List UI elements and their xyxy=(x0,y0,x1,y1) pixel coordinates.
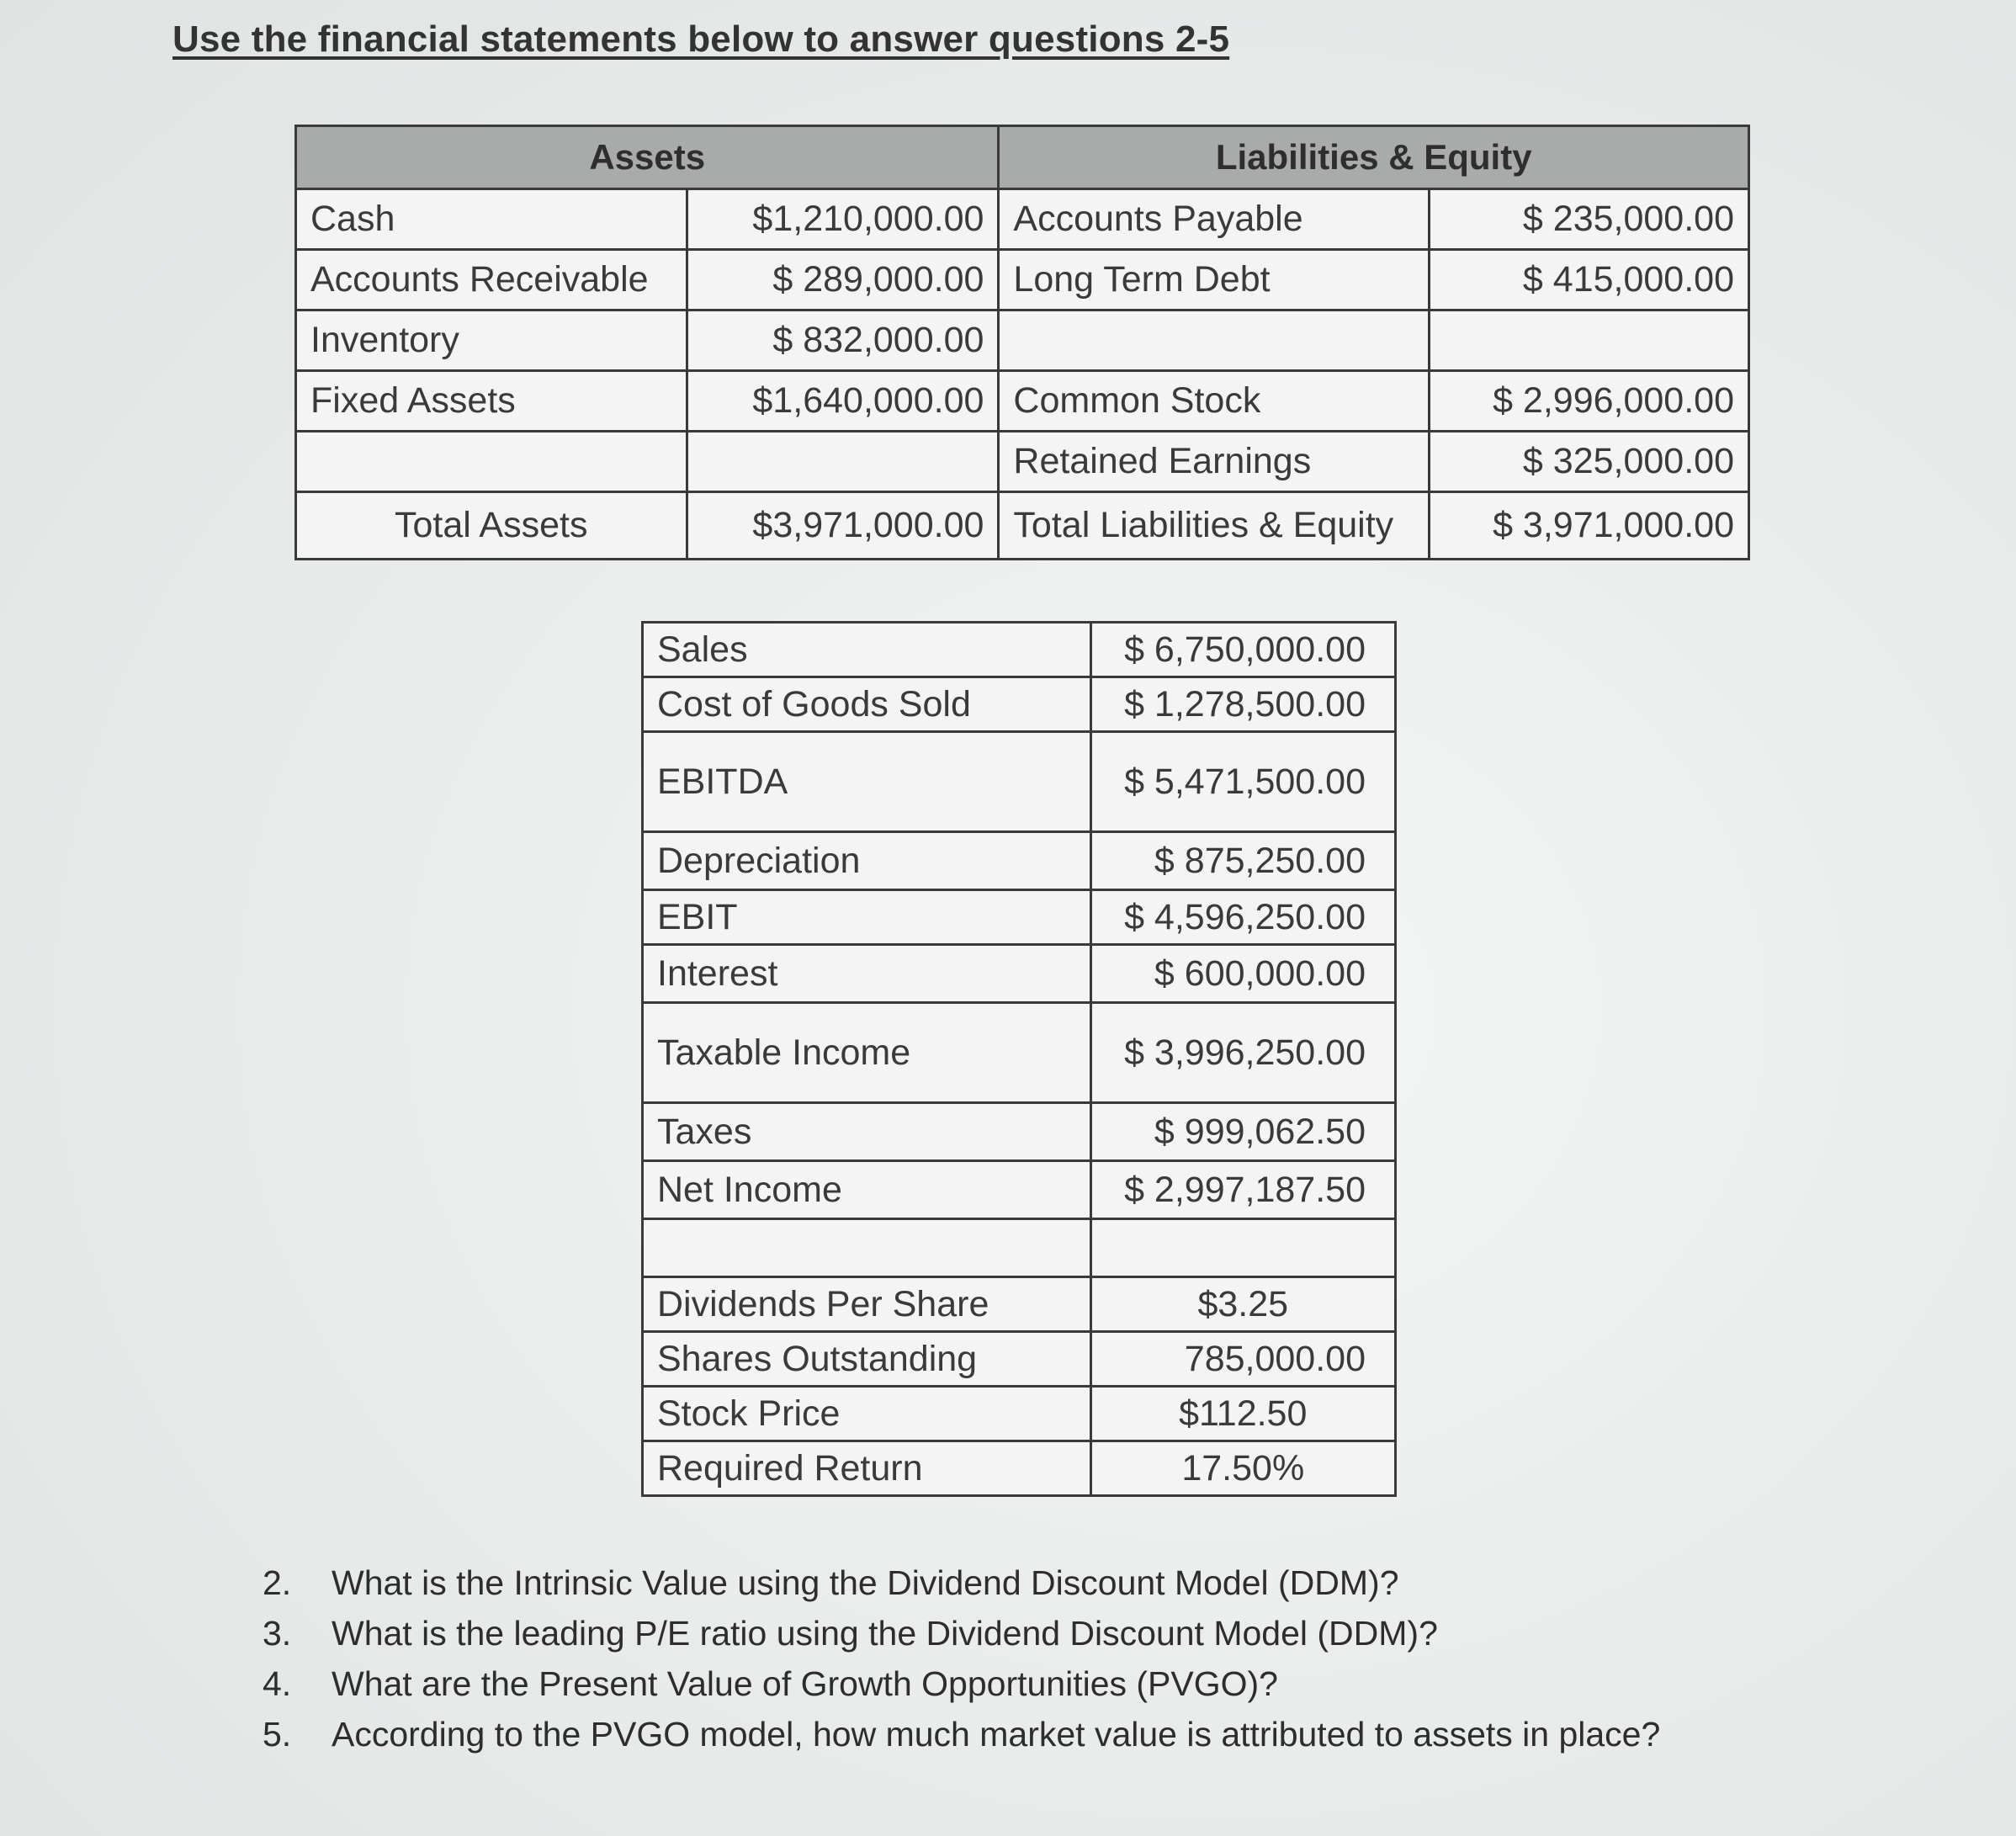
question-number: 2. xyxy=(263,1563,292,1602)
income-value: $3.25 xyxy=(1090,1277,1395,1332)
liability-label: Accounts Payable xyxy=(999,189,1430,250)
table-row xyxy=(643,945,1396,1003)
table-row xyxy=(643,1332,1396,1387)
table-row xyxy=(296,371,1749,432)
table-row xyxy=(296,310,1749,371)
income-label: Net Income xyxy=(643,1161,1091,1219)
income-value: $112.50 xyxy=(1090,1387,1395,1441)
income-value xyxy=(1090,1219,1395,1277)
table-row xyxy=(643,890,1396,945)
totals-row xyxy=(296,492,1749,560)
income-label: Cost of Goods Sold xyxy=(643,677,1091,732)
income-value: $ 1,278,500.00 xyxy=(1090,677,1395,732)
income-value: $ 5,471,500.00 xyxy=(1090,732,1395,832)
asset-label: Fixed Assets xyxy=(296,371,687,432)
liability-label xyxy=(999,310,1430,371)
income-value: $ 6,750,000.00 xyxy=(1090,623,1395,677)
income-statement-table xyxy=(641,621,1397,1497)
table-row xyxy=(643,623,1396,677)
question-number: 3. xyxy=(263,1614,292,1653)
asset-label: Cash xyxy=(296,189,687,250)
liability-value: $ 325,000.00 xyxy=(1429,432,1748,492)
income-value: $ 2,997,187.50 xyxy=(1090,1161,1395,1219)
question-text: What is the leading P/E ratio using the Dividend Discount Model (DDM)? xyxy=(332,1614,1438,1653)
asset-label: Accounts Receivable xyxy=(296,250,687,310)
asset-value: $1,640,000.00 xyxy=(687,371,999,432)
income-value: $ 875,250.00 xyxy=(1090,832,1395,890)
liability-label: Retained Earnings xyxy=(999,432,1430,492)
liability-value: $ 2,996,000.00 xyxy=(1429,371,1748,432)
table-row xyxy=(643,677,1396,732)
income-label: Depreciation xyxy=(643,832,1091,890)
table-row xyxy=(643,1219,1396,1277)
asset-value: $ 832,000.00 xyxy=(687,310,999,371)
table-row xyxy=(643,1387,1396,1441)
liability-label: Common Stock xyxy=(999,371,1430,432)
income-value: $ 3,996,250.00 xyxy=(1090,1003,1395,1103)
table-row xyxy=(296,189,1749,250)
liability-value: $ 415,000.00 xyxy=(1429,250,1748,310)
table-row xyxy=(643,832,1396,890)
balance-sheet-header-row xyxy=(296,126,1749,189)
income-label: Required Return xyxy=(643,1441,1091,1496)
asset-label: Inventory xyxy=(296,310,687,371)
liability-value xyxy=(1429,310,1748,371)
page-heading: Use the financial statements below to answer questions 2-5 xyxy=(172,19,1230,60)
table-row xyxy=(643,732,1396,832)
income-value: 17.50% xyxy=(1090,1441,1395,1496)
question-text: What are the Present Value of Growth Opportunities (PVGO)? xyxy=(332,1664,1278,1703)
total-liabilities-equity-value: $ 3,971,000.00 xyxy=(1429,492,1748,560)
table-row xyxy=(296,432,1749,492)
income-label: Taxable Income xyxy=(643,1003,1091,1103)
asset-value: $1,210,000.00 xyxy=(687,189,999,250)
list-item xyxy=(263,1614,1660,1664)
income-label: EBIT xyxy=(643,890,1091,945)
income-value: $ 999,062.50 xyxy=(1090,1103,1395,1161)
liability-label: Long Term Debt xyxy=(999,250,1430,310)
income-label: Sales xyxy=(643,623,1091,677)
question-number: 4. xyxy=(263,1664,292,1703)
income-value: $ 600,000.00 xyxy=(1090,945,1395,1003)
table-row xyxy=(643,1003,1396,1103)
question-list xyxy=(263,1563,1660,1765)
balance-sheet-table xyxy=(294,125,1750,560)
table-row xyxy=(643,1103,1396,1161)
asset-value: $ 289,000.00 xyxy=(687,250,999,310)
question-number: 5. xyxy=(263,1715,292,1754)
income-value: $ 4,596,250.00 xyxy=(1090,890,1395,945)
asset-label xyxy=(296,432,687,492)
table-row xyxy=(643,1441,1396,1496)
asset-value xyxy=(687,432,999,492)
total-assets-label: Total Assets xyxy=(296,492,687,560)
table-row xyxy=(296,250,1749,310)
table-row xyxy=(643,1161,1396,1219)
income-label: Stock Price xyxy=(643,1387,1091,1441)
list-item xyxy=(263,1715,1660,1765)
question-text: What is the Intrinsic Value using the Dividend Discount Model (DDM)? xyxy=(332,1563,1399,1602)
income-label: EBITDA xyxy=(643,732,1091,832)
income-label: Shares Outstanding xyxy=(643,1332,1091,1387)
list-item xyxy=(263,1563,1660,1614)
liability-value: $ 235,000.00 xyxy=(1429,189,1748,250)
income-value: 785,000.00 xyxy=(1090,1332,1395,1387)
income-label xyxy=(643,1219,1091,1277)
question-text: According to the PVGO model, how much market value is attributed to assets in place? xyxy=(332,1715,1661,1754)
total-liabilities-equity-label: Total Liabilities & Equity xyxy=(999,492,1430,560)
list-item xyxy=(263,1664,1660,1715)
liabilities-equity-header: Liabilities & Equity xyxy=(999,126,1749,189)
income-label: Dividends Per Share xyxy=(643,1277,1091,1332)
total-assets-value: $3,971,000.00 xyxy=(687,492,999,560)
table-row xyxy=(643,1277,1396,1332)
income-label: Interest xyxy=(643,945,1091,1003)
income-label: Taxes xyxy=(643,1103,1091,1161)
assets-header: Assets xyxy=(296,126,999,189)
